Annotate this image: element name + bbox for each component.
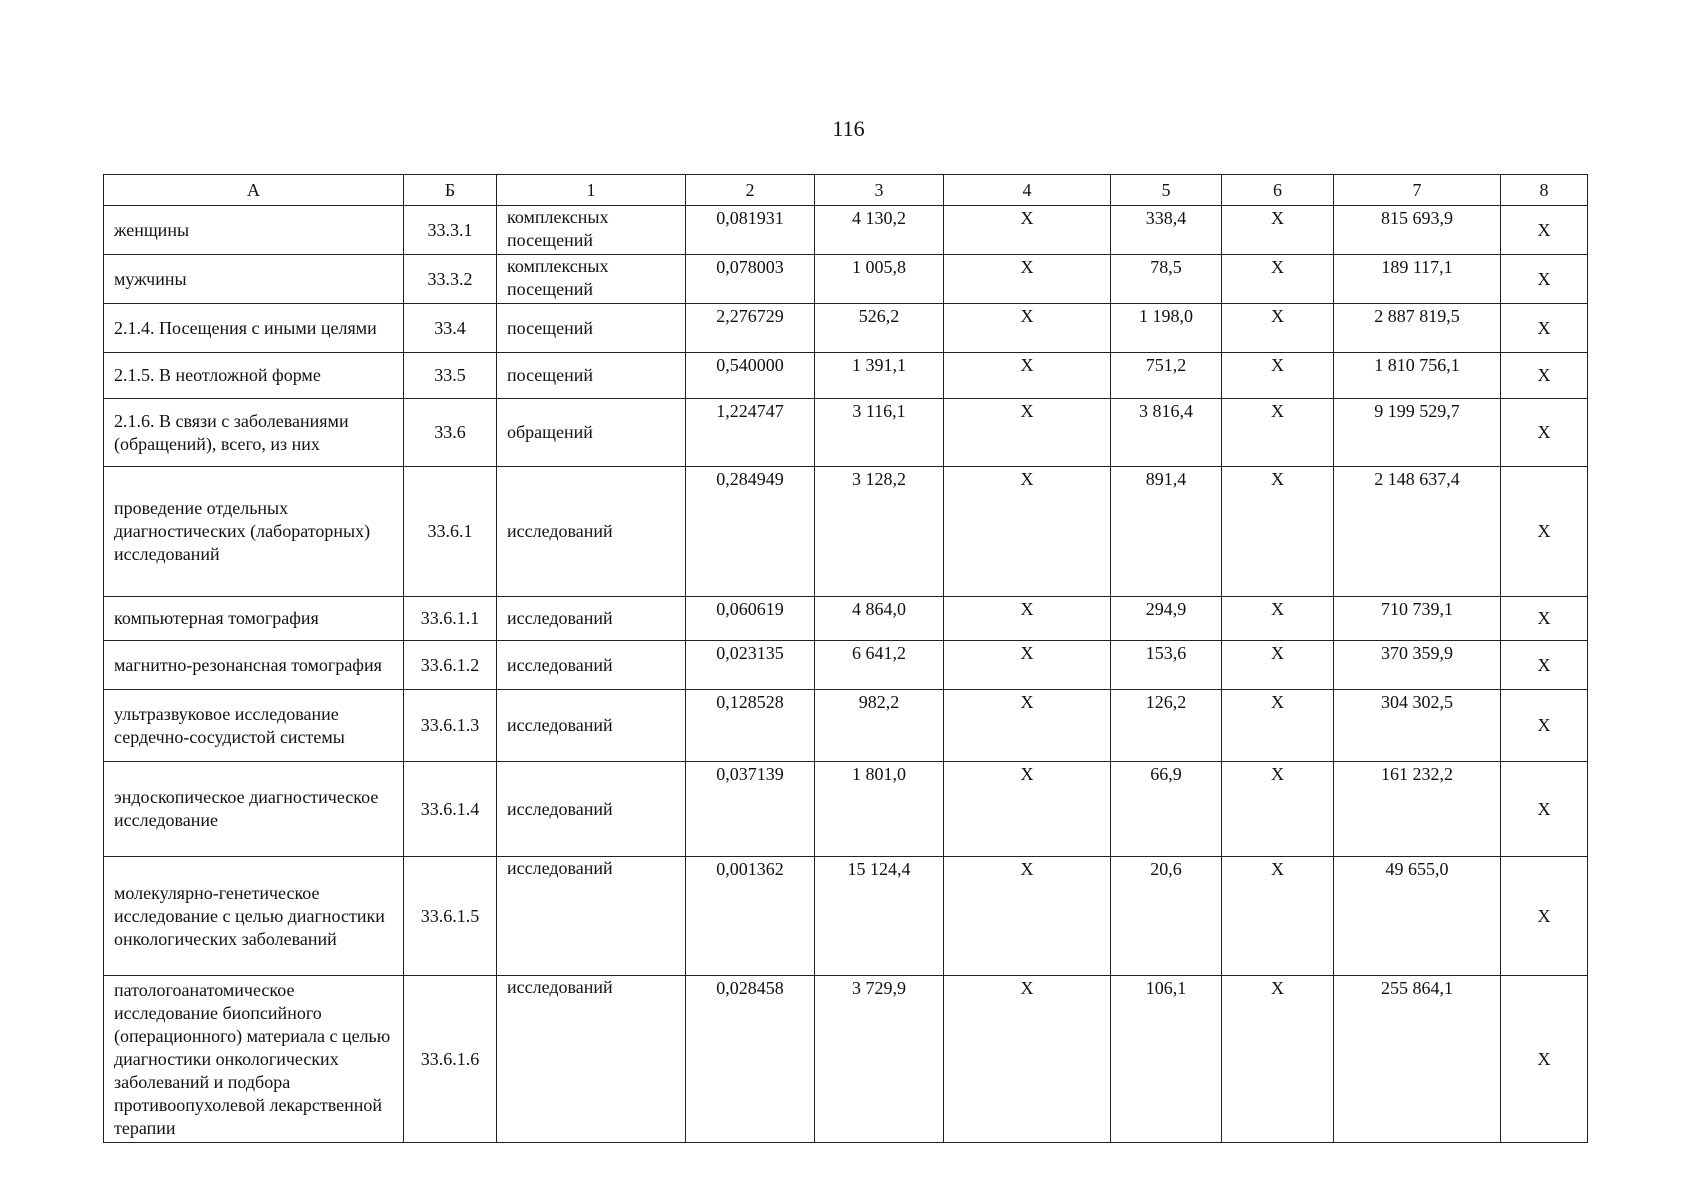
row-code: 33.6.1.1 bbox=[404, 597, 497, 641]
row-value-2: 1,224747 bbox=[686, 399, 815, 467]
table-row bbox=[104, 399, 1588, 467]
row-value-7: 1 810 756,1 bbox=[1334, 353, 1501, 399]
row-unit: комплексных посещений bbox=[497, 255, 686, 304]
row-value-5: 78,5 bbox=[1111, 255, 1222, 304]
table-row bbox=[104, 467, 1588, 597]
row-unit: посещений bbox=[497, 304, 686, 353]
row-value-2: 0,078003 bbox=[686, 255, 815, 304]
table-row bbox=[104, 690, 1588, 762]
row-value-7: 9 199 529,7 bbox=[1334, 399, 1501, 467]
row-value-7: 710 739,1 bbox=[1334, 597, 1501, 641]
row-unit: исследований bbox=[497, 597, 686, 641]
row-code: 33.6.1.2 bbox=[404, 641, 497, 690]
row-code: 33.6.1.5 bbox=[404, 857, 497, 976]
row-value-7: 815 693,9 bbox=[1334, 206, 1501, 255]
row-value-8: Х bbox=[1501, 206, 1588, 255]
row-value-3: 3 128,2 bbox=[815, 467, 944, 597]
row-value-3: 1 005,8 bbox=[815, 255, 944, 304]
row-code: 33.6.1.6 bbox=[404, 976, 497, 1143]
row-value-5: 126,2 bbox=[1111, 690, 1222, 762]
row-value-4: Х bbox=[944, 206, 1111, 255]
row-value-3: 982,2 bbox=[815, 690, 944, 762]
row-code: 33.5 bbox=[404, 353, 497, 399]
row-unit: исследований bbox=[497, 762, 686, 857]
row-name: магнитно-резонансная томография bbox=[104, 641, 404, 690]
row-value-4: Х bbox=[944, 467, 1111, 597]
row-value-5: 153,6 bbox=[1111, 641, 1222, 690]
row-code: 33.6.1 bbox=[404, 467, 497, 597]
row-unit: исследований bbox=[497, 467, 686, 597]
row-value-3: 526,2 bbox=[815, 304, 944, 353]
row-value-2: 0,023135 bbox=[686, 641, 815, 690]
row-unit: комплексных посещений bbox=[497, 206, 686, 255]
row-value-6: Х bbox=[1222, 641, 1334, 690]
row-value-4: Х bbox=[944, 762, 1111, 857]
row-value-7: 304 302,5 bbox=[1334, 690, 1501, 762]
row-value-3: 1 391,1 bbox=[815, 353, 944, 399]
row-value-2: 2,276729 bbox=[686, 304, 815, 353]
row-value-3: 3 116,1 bbox=[815, 399, 944, 467]
table-body bbox=[104, 206, 1588, 1143]
header-cell-5: 5 bbox=[1111, 175, 1222, 206]
row-value-5: 20,6 bbox=[1111, 857, 1222, 976]
header-cell-b: Б bbox=[404, 175, 497, 206]
table-row bbox=[104, 762, 1588, 857]
row-value-5: 106,1 bbox=[1111, 976, 1222, 1143]
row-value-6: Х bbox=[1222, 399, 1334, 467]
row-code: 33.4 bbox=[404, 304, 497, 353]
table-row bbox=[104, 857, 1588, 976]
row-value-7: 189 117,1 bbox=[1334, 255, 1501, 304]
table-row bbox=[104, 206, 1588, 255]
row-value-4: Х bbox=[944, 399, 1111, 467]
row-name: 2.1.5. В неотложной форме bbox=[104, 353, 404, 399]
row-unit: обращений bbox=[497, 399, 686, 467]
row-value-2: 0,128528 bbox=[686, 690, 815, 762]
row-code: 33.6 bbox=[404, 399, 497, 467]
header-cell-8: 8 bbox=[1501, 175, 1588, 206]
row-value-8: Х bbox=[1501, 690, 1588, 762]
row-name: 2.1.6. В связи с заболеваниями (обращений), всего, из них bbox=[104, 399, 404, 467]
row-value-4: Х bbox=[944, 976, 1111, 1143]
table-row bbox=[104, 597, 1588, 641]
row-value-2: 0,284949 bbox=[686, 467, 815, 597]
header-cell-1: 1 bbox=[497, 175, 686, 206]
row-value-8: Х bbox=[1501, 467, 1588, 597]
row-value-3: 6 641,2 bbox=[815, 641, 944, 690]
row-value-8: Х bbox=[1501, 857, 1588, 976]
row-value-8: Х bbox=[1501, 304, 1588, 353]
row-value-8: Х bbox=[1501, 255, 1588, 304]
table-row bbox=[104, 976, 1588, 1143]
row-value-2: 0,540000 bbox=[686, 353, 815, 399]
row-name: компьютерная томография bbox=[104, 597, 404, 641]
row-value-3: 4 864,0 bbox=[815, 597, 944, 641]
row-code: 33.6.1.3 bbox=[404, 690, 497, 762]
row-value-5: 891,4 bbox=[1111, 467, 1222, 597]
row-value-2: 0,060619 bbox=[686, 597, 815, 641]
row-unit: исследований bbox=[497, 690, 686, 762]
table-row bbox=[104, 304, 1588, 353]
row-value-7: 2 887 819,5 bbox=[1334, 304, 1501, 353]
row-value-8: Х bbox=[1501, 641, 1588, 690]
row-value-7: 161 232,2 bbox=[1334, 762, 1501, 857]
row-value-5: 66,9 bbox=[1111, 762, 1222, 857]
row-value-5: 1 198,0 bbox=[1111, 304, 1222, 353]
row-value-3: 1 801,0 bbox=[815, 762, 944, 857]
row-unit: исследований bbox=[497, 857, 686, 976]
row-value-8: Х bbox=[1501, 399, 1588, 467]
row-value-6: Х bbox=[1222, 467, 1334, 597]
row-value-6: Х bbox=[1222, 857, 1334, 976]
row-value-8: Х bbox=[1501, 976, 1588, 1143]
row-name: 2.1.4. Посещения с иными целями bbox=[104, 304, 404, 353]
header-cell-7: 7 bbox=[1334, 175, 1501, 206]
header-cell-a: А bbox=[104, 175, 404, 206]
row-value-6: Х bbox=[1222, 762, 1334, 857]
row-name: проведение отдельных диагностических (лабораторных) исследований bbox=[104, 467, 404, 597]
row-value-7: 370 359,9 bbox=[1334, 641, 1501, 690]
row-value-6: Х bbox=[1222, 690, 1334, 762]
table-row bbox=[104, 641, 1588, 690]
row-value-6: Х bbox=[1222, 304, 1334, 353]
row-value-6: Х bbox=[1222, 353, 1334, 399]
table-row bbox=[104, 255, 1588, 304]
row-value-4: Х bbox=[944, 353, 1111, 399]
header-row bbox=[104, 175, 1588, 206]
row-value-2: 0,037139 bbox=[686, 762, 815, 857]
row-value-7: 49 655,0 bbox=[1334, 857, 1501, 976]
row-name: ультразвуковое исследование сердечно-сосудистой системы bbox=[104, 690, 404, 762]
row-unit: исследований bbox=[497, 641, 686, 690]
row-value-4: Х bbox=[944, 255, 1111, 304]
data-table bbox=[103, 174, 1588, 1143]
row-code: 33.3.1 bbox=[404, 206, 497, 255]
header-cell-4: 4 bbox=[944, 175, 1111, 206]
header-cell-2: 2 bbox=[686, 175, 815, 206]
row-value-5: 751,2 bbox=[1111, 353, 1222, 399]
row-value-3: 3 729,9 bbox=[815, 976, 944, 1143]
row-value-6: Х bbox=[1222, 976, 1334, 1143]
row-value-3: 15 124,4 bbox=[815, 857, 944, 976]
row-value-7: 255 864,1 bbox=[1334, 976, 1501, 1143]
row-value-7: 2 148 637,4 bbox=[1334, 467, 1501, 597]
row-code: 33.6.1.4 bbox=[404, 762, 497, 857]
row-value-2: 0,001362 bbox=[686, 857, 815, 976]
row-name: патологоанатомическое исследование биопсийного (операционного) материала с целью диагностики онкологических заболеваний и подбора противоопухолевой лекарственной терапии bbox=[104, 976, 404, 1143]
row-name: мужчины bbox=[104, 255, 404, 304]
header-cell-6: 6 bbox=[1222, 175, 1334, 206]
row-name: эндоскопическое диагностическое исследование bbox=[104, 762, 404, 857]
row-unit: исследований bbox=[497, 976, 686, 1143]
row-value-2: 0,081931 bbox=[686, 206, 815, 255]
header-cell-3: 3 bbox=[815, 175, 944, 206]
row-code: 33.3.2 bbox=[404, 255, 497, 304]
row-value-5: 338,4 bbox=[1111, 206, 1222, 255]
row-value-8: Х bbox=[1501, 597, 1588, 641]
row-value-3: 4 130,2 bbox=[815, 206, 944, 255]
row-value-5: 3 816,4 bbox=[1111, 399, 1222, 467]
row-name: молекулярно-генетическое исследование с целью диагностики онкологических заболеваний bbox=[104, 857, 404, 976]
row-value-4: Х bbox=[944, 597, 1111, 641]
row-value-5: 294,9 bbox=[1111, 597, 1222, 641]
row-value-6: Х bbox=[1222, 206, 1334, 255]
row-value-2: 0,028458 bbox=[686, 976, 815, 1143]
row-name: женщины bbox=[104, 206, 404, 255]
table-row bbox=[104, 353, 1588, 399]
row-value-6: Х bbox=[1222, 597, 1334, 641]
row-value-4: Х bbox=[944, 690, 1111, 762]
page-number: 116 bbox=[832, 116, 865, 141]
row-value-8: Х bbox=[1501, 353, 1588, 399]
row-value-4: Х bbox=[944, 641, 1111, 690]
row-value-6: Х bbox=[1222, 255, 1334, 304]
row-value-4: Х bbox=[944, 857, 1111, 976]
row-unit: посещений bbox=[497, 353, 686, 399]
row-value-4: Х bbox=[944, 304, 1111, 353]
row-value-8: Х bbox=[1501, 762, 1588, 857]
